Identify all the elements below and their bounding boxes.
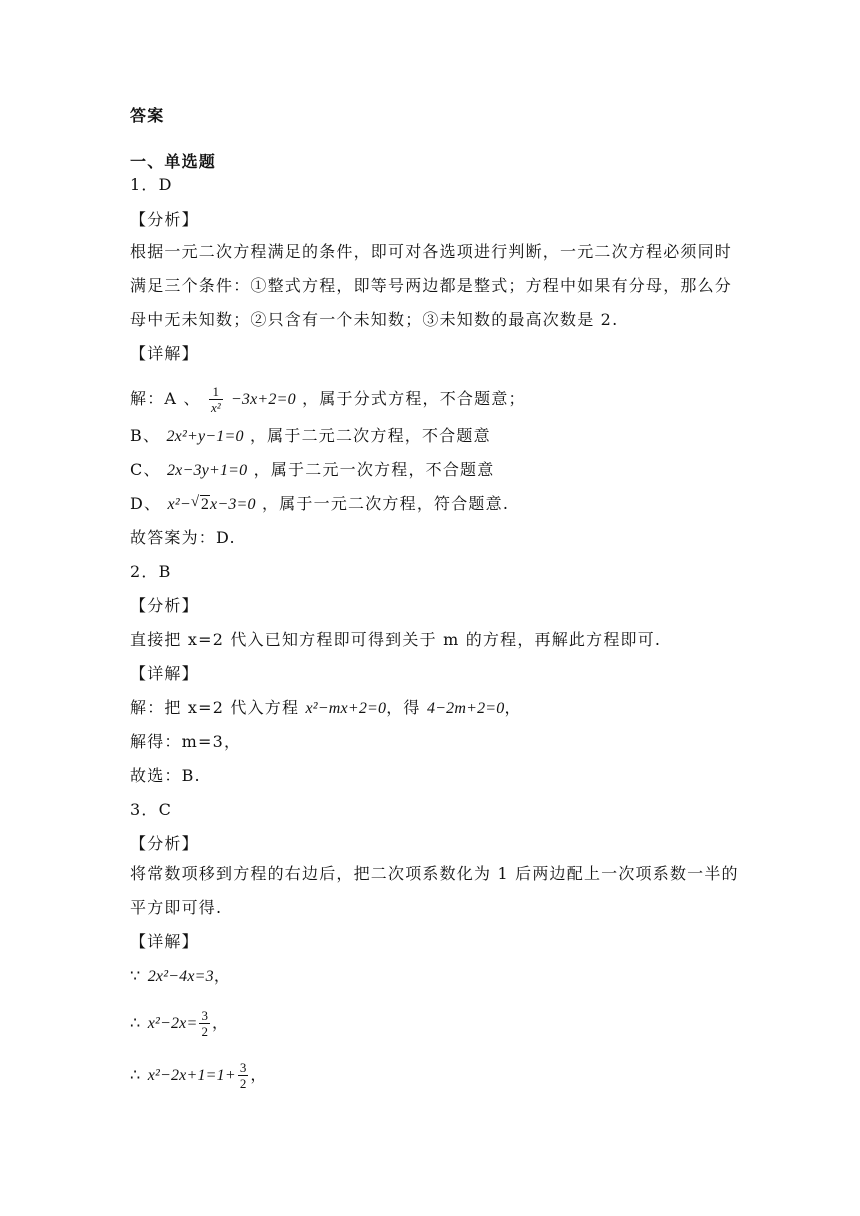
option-d-equation-a: x²− [167,496,191,513]
q2-detail-label: 【详解】 [130,664,199,683]
option-d-prefix: D、 [130,494,162,513]
option-a-note: ，属于分式方程，不合题意； [302,389,526,408]
therefore-symbol: ∴ [130,1013,142,1032]
fraction-numerator: 3 [239,1060,247,1075]
sqrt-argument: 2 [200,496,210,513]
q1-conclusion: 故答案为：D. [130,528,236,547]
q1-option-d [130,494,509,515]
q3-analysis-label: 【分析】 [130,834,199,853]
q3-analysis-line-2: 平方即可得. [130,898,223,917]
q2-solve-line: 解得：m=3， [130,732,242,751]
section-heading: 一、单选题 [130,152,217,171]
option-a-prefix: 解：A 、 [130,389,201,408]
q3-detail-label: 【详解】 [130,932,199,951]
option-d-note: ，属于一元二次方程，符合题意. [262,494,510,513]
step-2-fraction [199,1008,210,1039]
option-c-note: ，属于二元一次方程，不合题意 [253,460,495,479]
q2-answer: 2．B [130,562,172,581]
detail-prefix: 解：把 x=2 代入方程 [130,698,300,717]
q3-step-3 [130,1060,268,1091]
fraction-denominator: 2 [201,1024,208,1039]
detail-mid: ，得 [386,698,421,717]
q1-analysis-line-2: 满足三个条件：①整式方程，即等号两边都是整式；方程中如果有分母，那么分 [130,276,733,295]
q1-analysis-line-3: 母中无未知数；②只含有一个未知数；③未知数的最高次数是 2. [130,310,619,329]
step-3-end: ， [250,1065,268,1084]
q3-answer: 3．C [130,800,173,819]
option-d-equation-b: x−3=0 [210,496,256,513]
step-2-end: ， [211,1013,230,1032]
step-2-equation: x²−2x= [147,1015,198,1032]
step-1-equation: 2x²−4x=3 [147,968,214,985]
fraction-denominator: x² [210,400,221,415]
option-a-fraction [209,384,223,415]
fraction-numerator: 1 [212,384,220,399]
option-b-equation: 2x²+y−1=0 [166,428,244,445]
q3-analysis-line-1: 将常数项移到方程的右边后，把二次项系数化为 1 后两边配上一次项系数一半的 [130,864,739,883]
q1-option-c [130,460,494,481]
q1-answer: 1．D [130,175,173,194]
detail-equation-1: x²−mx+2=0 [305,700,387,717]
q1-option-a [130,384,526,415]
q1-option-b [130,426,491,447]
option-c-prefix: C、 [130,460,161,479]
detail-end: ， [504,698,522,717]
q1-detail-label: 【详解】 [130,344,199,363]
option-a-equation: −3x+2=0 [230,391,296,408]
q1-analysis-line-1: 根据一元二次方程满足的条件，即可对各选项进行判断，一元二次方程必须同时 [130,242,733,261]
q3-step-1 [130,966,231,987]
q2-analysis-label: 【分析】 [130,596,199,615]
q3-step-2 [130,1008,229,1039]
sqrt-symbol: √ 2 [190,494,210,513]
fraction-numerator: 3 [201,1008,208,1023]
option-b-prefix: B、 [130,426,161,445]
step-3-equation: x²−2x+1=1+ [147,1067,236,1084]
q2-conclusion: 故选：B. [130,766,201,785]
option-b-note: ，属于二元二次方程，不合题意 [249,426,491,445]
q2-analysis-line: 直接把 x=2 代入已知方程即可得到关于 m 的方程，再解此方程即可. [130,630,662,649]
because-symbol: ∵ [130,966,142,985]
page-title: 答案 [130,106,165,125]
therefore-symbol: ∴ [130,1065,142,1084]
fraction-denominator: 2 [239,1076,247,1091]
detail-equation-2: 4−2m+2=0 [426,700,505,717]
q2-detail-line [130,698,522,719]
step-1-end: ， [213,966,232,985]
option-c-equation: 2x−3y+1=0 [166,462,248,479]
q1-analysis-label: 【分析】 [130,210,199,229]
step-3-fraction [238,1060,249,1091]
